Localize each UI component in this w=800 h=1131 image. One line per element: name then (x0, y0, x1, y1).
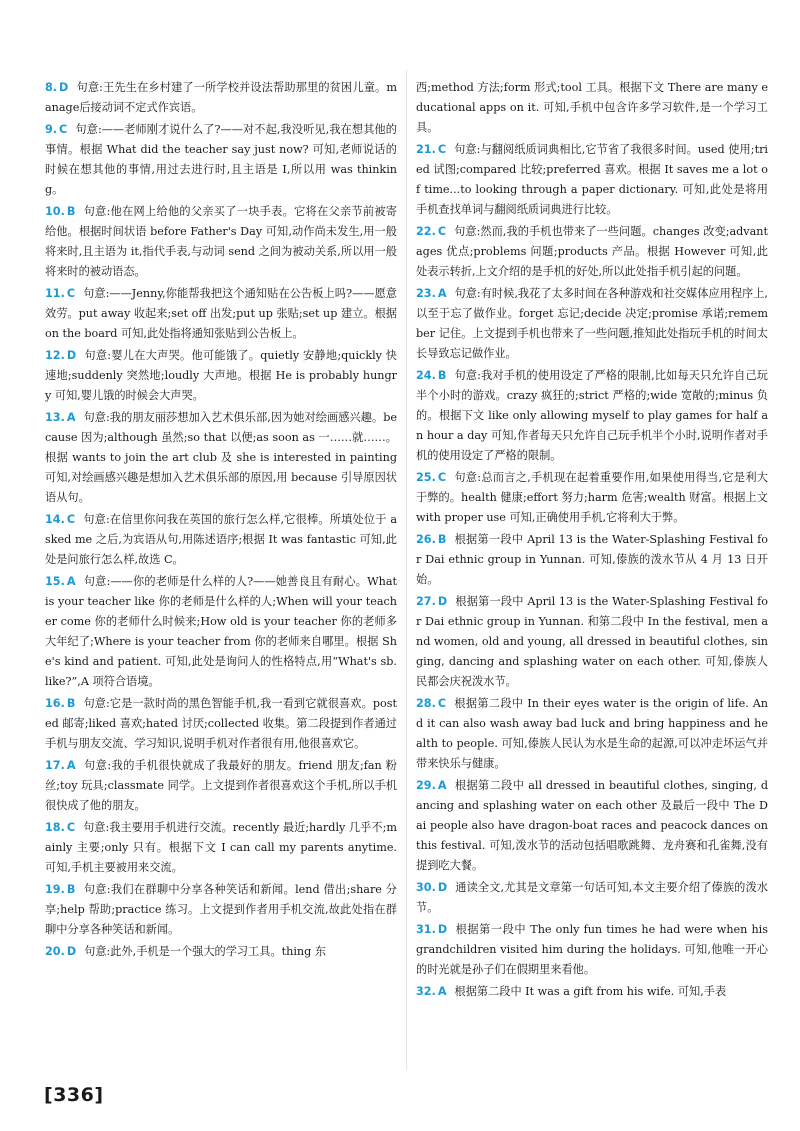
answer-letter: B (437, 533, 447, 546)
question-number: 9. (45, 123, 58, 136)
question-number: 29. (416, 779, 436, 792)
explanation-text: 句意:与翻阅纸质词典相比,它节省了我很多时间。used 使用;tried 试图;compared 比较;preferred 喜欢。根据 It saves me a lot of time...to looking through a paper dictionary. 可知,此处是将用手机查找单词与翻阅纸质词典进行比较。 (416, 143, 768, 216)
explanation-text: 句意:——你的老师是什么样的人?——她善良且有耐心。What is your teacher like 你的老师是什么样的人;When will your teacher come 你的老师什么时候来;How old is your teacher 你的老师多大年纪了;Where is your teacher from 你的老师来自哪里。根据 She's kind and patient. 可知,此处是询问人的性格特点,用“What's sb. like?”,A 项符合语境。 (45, 575, 397, 688)
explanation-text: 句意:婴儿在大声哭。他可能饿了。quietly 安静地;quickly 快速地;suddenly 突然地;loudly 大声地。根据 He is probably hungry 可知,婴儿饿的时候会大声哭。 (45, 349, 397, 402)
explanation-text: 句意:——老师刚才说什么了?——对不起,我没听见,我在想其他的事情。根据 What did the teacher say just now? 可知,老师说话的时候在想其他的事情,用过去进行时,且主语是 I,所以用 was thinking。 (45, 123, 397, 196)
answer-letter: B (66, 205, 76, 218)
answer-item (416, 140, 768, 220)
question-number: 13. (45, 411, 65, 424)
explanation-text: 句意:有时候,我花了太多时间在各种游戏和社交媒体应用程序上,以至于忘了做作业。forget 忘记;decide 决定;promise 承诺;remember 记住。上文提到手机也带来了一些问题,推知此处指玩手机的时间太长导致忘记做作业。 (416, 287, 768, 360)
answer-letter: C (437, 143, 447, 156)
answer-item (45, 572, 397, 692)
answer-item (416, 222, 768, 282)
answer-letter: C (66, 513, 76, 526)
answer-letter: B (437, 369, 447, 382)
question-number: 17. (45, 759, 65, 772)
question-number: 27. (416, 595, 436, 608)
explanation-text: 句意:它是一款时尚的黑色智能手机,我一看到它就很喜欢。posted 邮寄;liked 喜欢;hated 讨厌;collected 收集。第二段提到作者通过手机与朋友交流、学习知识,说明手机对作者很有用,他很喜欢它。 (45, 697, 397, 750)
question-number: 18. (45, 821, 65, 834)
answer-item (416, 468, 768, 528)
answer-letter: A (437, 985, 447, 998)
answer-letter: C (437, 697, 447, 710)
question-number: 30. (416, 881, 436, 894)
explanation-text: 句意:此外,手机是一个强大的学习工具。thing 东 (84, 945, 327, 958)
answer-item (45, 756, 397, 816)
answer-item (45, 818, 397, 878)
question-number: 21. (416, 143, 436, 156)
explanation-text: 根据第二段中 In their eyes water is the origin of life. And it can also wash away bad luck and bring happiness and health to people. 可知,傣族人民认为水是生命的起源,可以冲走坏运气并带来快乐与健康。 (416, 697, 768, 770)
answer-item (45, 78, 397, 118)
explanation-text: 句意:我的朋友丽莎想加入艺术俱乐部,因为她对绘画感兴趣。because 因为;although 虽然;so that 以便;as soon as 一……就……。根据 wants to join the art club 及 she is interested in painting 可知,对绘画感兴趣是想加入艺术俱乐部的原因,用 because 引导原因状语从句。 (45, 411, 397, 504)
left-column (45, 78, 397, 964)
answer-item (45, 694, 397, 754)
answer-letter: A (66, 411, 76, 424)
answer-item (416, 530, 768, 590)
answer-item (45, 408, 397, 508)
answer-letter: D (66, 349, 77, 362)
explanation-text: 句意:他在网上给他的父亲买了一块手表。它将在父亲节前被寄给他。根据时间状语 before Father's Day 可知,动作尚未发生,用一般将来时,且主语为 it,指代手表,与动词 send 之间为被动关系,所以用一般将来时的被动语态。 (45, 205, 397, 278)
question-number: 20. (45, 945, 65, 958)
answer-item (416, 878, 768, 918)
answer-letter: C (66, 821, 76, 834)
right-column (416, 78, 768, 1004)
answer-letter: D (437, 923, 448, 936)
answer-letter: A (66, 759, 76, 772)
answer-item (416, 366, 768, 466)
answer-letter: D (59, 81, 69, 94)
answer-letter: C (59, 123, 68, 136)
answer-item (45, 346, 397, 406)
question-number: 32. (416, 985, 436, 998)
answer-letter: A (66, 575, 76, 588)
question-number: 25. (416, 471, 436, 484)
answer-item (416, 982, 768, 1002)
answer-item (416, 920, 768, 980)
column-divider (406, 70, 407, 1070)
explanation-text: 根据第一段中 The only fun times he had were when his grandchildren visited him during the holidays. 可知,他唯一开心的时光就是孙子们在假期里来看他。 (416, 923, 768, 976)
question-number: 15. (45, 575, 65, 588)
explanation-text: 句意:——Jenny,你能帮我把这个通知贴在公告板上吗?——愿意效劳。put away 收起来;set off 出发;put up 张贴;set up 建立。根据 on the board 可知,此处指将通知张贴到公告板上。 (45, 287, 397, 340)
question-number: 8. (45, 81, 58, 94)
answer-item (416, 694, 768, 774)
question-number: 12. (45, 349, 65, 362)
explanation-text: 句意:我主要用手机进行交流。recently 最近;hardly 几乎不;mainly 主要;only 只有。根据下文 I can call my parents anytime. 可知,手机主要被用来交流。 (45, 821, 397, 874)
answer-item (45, 202, 397, 282)
question-number: 22. (416, 225, 436, 238)
answer-item (45, 942, 397, 962)
explanation-text: 句意:然而,我的手机也带来了一些问题。changes 改变;advantages 优点;problems 问题;products 产品。根据 However 可知,此处表示转折,上文介绍的是手机的好处,所以此处指手机引起的问题。 (416, 225, 768, 278)
explanation-text: 句意:我们在群聊中分享各种笑话和新闻。lend 借出;share 分享;help 帮助;practice 练习。上文提到作者用手机交流,故此处指在群聊中分享各种笑话和新闻。 (45, 883, 397, 936)
answer-letter: C (437, 225, 447, 238)
explanation-text: 句意:总而言之,手机现在起着重要作用,如果使用得当,它是利大于弊的。health 健康;effort 努力;harm 危害;wealth 财富。根据上文 with proper use 可知,正确使用手机,它将利大于弊。 (416, 471, 768, 524)
explanation-text: 句意:在信里你问我在英国的旅行怎么样,它很棒。所填处位于 asked me 之后,为宾语从句,用陈述语序;根据 It was fantastic 可知,此处是问旅行怎么样,故选 C。 (45, 513, 397, 566)
question-number: 28. (416, 697, 436, 710)
answer-letter: A (437, 287, 447, 300)
question-number: 19. (45, 883, 65, 896)
answer-letter: D (437, 595, 448, 608)
answer-item (416, 592, 768, 692)
page-number-value: 336 (53, 1084, 95, 1106)
explanation-text: 根据第二段中 It was a gift from his wife. 可知,手表 (454, 985, 727, 998)
question-number: 11. (45, 287, 65, 300)
answer-item (45, 120, 397, 200)
right-column-lead-text: 西;method 方法;form 形式;tool 工具。根据下文 There are many educational apps on it. 可知,手机中包含许多学习软件,是一个学习工具。 (416, 81, 768, 134)
answer-item (416, 776, 768, 876)
explanation-text: 句意:我的手机很快就成了我最好的朋友。friend 朋友;fan 粉丝;toy 玩具;classmate 同学。上文提到作者很喜欢这个手机,所以手机很快成了他的朋友。 (45, 759, 397, 812)
explanation-text: 根据第一段中 April 13 is the Water-Splashing Festival for Dai ethnic group in Yunnan. 可知,傣族的泼水节从 4 月 13 日开始。 (416, 533, 768, 586)
answer-item (45, 284, 397, 344)
question-number: 31. (416, 923, 436, 936)
question-number: 14. (45, 513, 65, 526)
question-number: 10. (45, 205, 65, 218)
answer-letter: B (66, 883, 76, 896)
answer-letter: A (437, 779, 447, 792)
question-number: 26. (416, 533, 436, 546)
right-column-items (416, 140, 768, 1002)
answer-item (416, 284, 768, 364)
explanation-text: 根据第二段中 all dressed in beautiful clothes, singing, dancing and splashing water on each other 及最后一段中 The Dai people also have dragon-boat races and peacock dances on this festival. 可知,泼水节的活动包括唱歌跳舞、龙舟赛和孔雀舞,没有提到吃大餐。 (416, 779, 768, 872)
answer-letter: B (66, 697, 76, 710)
explanation-text: 句意:我对手机的使用设定了严格的限制,比如每天只允许自己玩半个小时的游戏。crazy 疯狂的;strict 严格的;wide 宽敞的;minus 负的。根据下文 like only allowing myself to play games for half an hour a day 可知,作者每天只允许自己玩手机半个小时,说明作者对手机的使用设定了严格的限制。 (416, 369, 768, 462)
question-number: 23. (416, 287, 436, 300)
answer-item (45, 880, 397, 940)
answer-item (45, 510, 397, 570)
question-number: 16. (45, 697, 65, 710)
answer-letter: D (66, 945, 77, 958)
answer-letter: C (437, 471, 447, 484)
question-number: 24. (416, 369, 436, 382)
answer-letter: C (66, 287, 76, 300)
explanation-text: 通读全文,尤其是文章第一句话可知,本文主要介绍了傣族的泼水节。 (416, 881, 768, 914)
explanation-text: 句意:王先生在乡村建了一所学校并设法帮助那里的贫困儿童。manage后接动词不定式作宾语。 (45, 81, 397, 114)
explanation-text: 根据第一段中 April 13 is the Water-Splashing Festival for Dai ethnic group in Yunnan. 和第二段中 In the festival, men and women, old and young, all dressed in beautiful clothes, singing, dancing and splashing water on each other. 可知,傣族人民都会庆祝泼水节。 (416, 595, 768, 688)
answer-letter: D (437, 881, 448, 894)
page-number: [336] (44, 1084, 104, 1106)
